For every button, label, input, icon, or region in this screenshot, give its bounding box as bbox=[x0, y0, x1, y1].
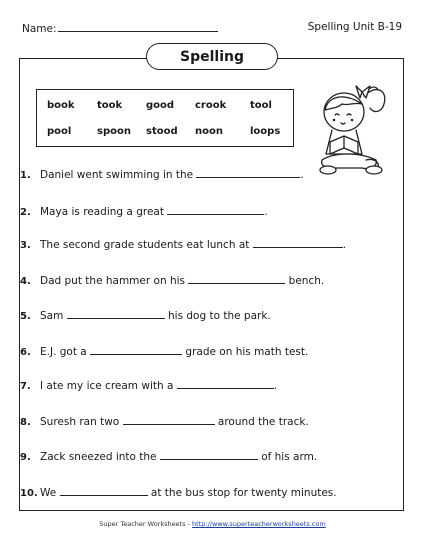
word-bank-word: pool bbox=[47, 126, 72, 137]
question-2: 2. Maya is reading a great . bbox=[20, 206, 268, 218]
name-field bbox=[22, 21, 218, 35]
word-bank-word: noon bbox=[195, 126, 223, 137]
word-bank-word: book bbox=[47, 100, 75, 111]
unit-label: Spelling Unit B-19 bbox=[307, 21, 402, 33]
word-bank-word: spoon bbox=[97, 126, 131, 137]
question-4: 4. Dad put the hammer on his bench. bbox=[20, 275, 325, 287]
word-bank bbox=[36, 89, 294, 147]
answer-blank[interactable] bbox=[167, 204, 264, 215]
question-6: 6. E.J. got a grade on his math test. bbox=[20, 346, 309, 358]
footer-link[interactable]: http://www.superteacherworksheets.com bbox=[192, 520, 326, 528]
answer-blank[interactable] bbox=[160, 449, 258, 460]
question-9: 9. Zack sneezed into the of his arm. bbox=[20, 451, 318, 463]
answer-blank[interactable] bbox=[188, 273, 285, 284]
answer-blank[interactable] bbox=[90, 344, 182, 355]
question-3: 3. The second grade students eat lunch at . bbox=[20, 239, 347, 251]
word-bank-word: crook bbox=[195, 100, 227, 111]
answer-blank[interactable] bbox=[60, 485, 148, 496]
word-bank-word: good bbox=[146, 100, 175, 111]
question-10: 10. We at the bus stop for twenty minutes. bbox=[20, 487, 337, 499]
name-label: Name: bbox=[22, 23, 57, 35]
answer-blank[interactable] bbox=[196, 167, 300, 178]
question-8: 8. Suresh ran two around the track. bbox=[20, 416, 309, 428]
answer-blank[interactable] bbox=[67, 308, 165, 319]
question-5: 5. Sam his dog to the park. bbox=[20, 310, 271, 322]
word-bank-word: took bbox=[97, 100, 123, 111]
page-title: Spelling bbox=[146, 43, 278, 70]
answer-blank[interactable] bbox=[177, 378, 274, 389]
answer-blank[interactable] bbox=[253, 237, 343, 248]
name-blank[interactable] bbox=[58, 21, 218, 32]
word-bank-word: loops bbox=[250, 126, 281, 137]
footer bbox=[0, 520, 425, 528]
word-bank-word: tool bbox=[250, 100, 272, 111]
footer-text: Super Teacher Worksheets - bbox=[99, 520, 193, 528]
word-bank-word: stood bbox=[146, 126, 178, 137]
question-7: 7. I ate my ice cream with a . bbox=[20, 380, 278, 392]
answer-blank[interactable] bbox=[123, 414, 215, 425]
question-1: 1. Daniel went swimming in the . bbox=[20, 169, 304, 181]
girl-reading-illustration bbox=[304, 76, 396, 180]
